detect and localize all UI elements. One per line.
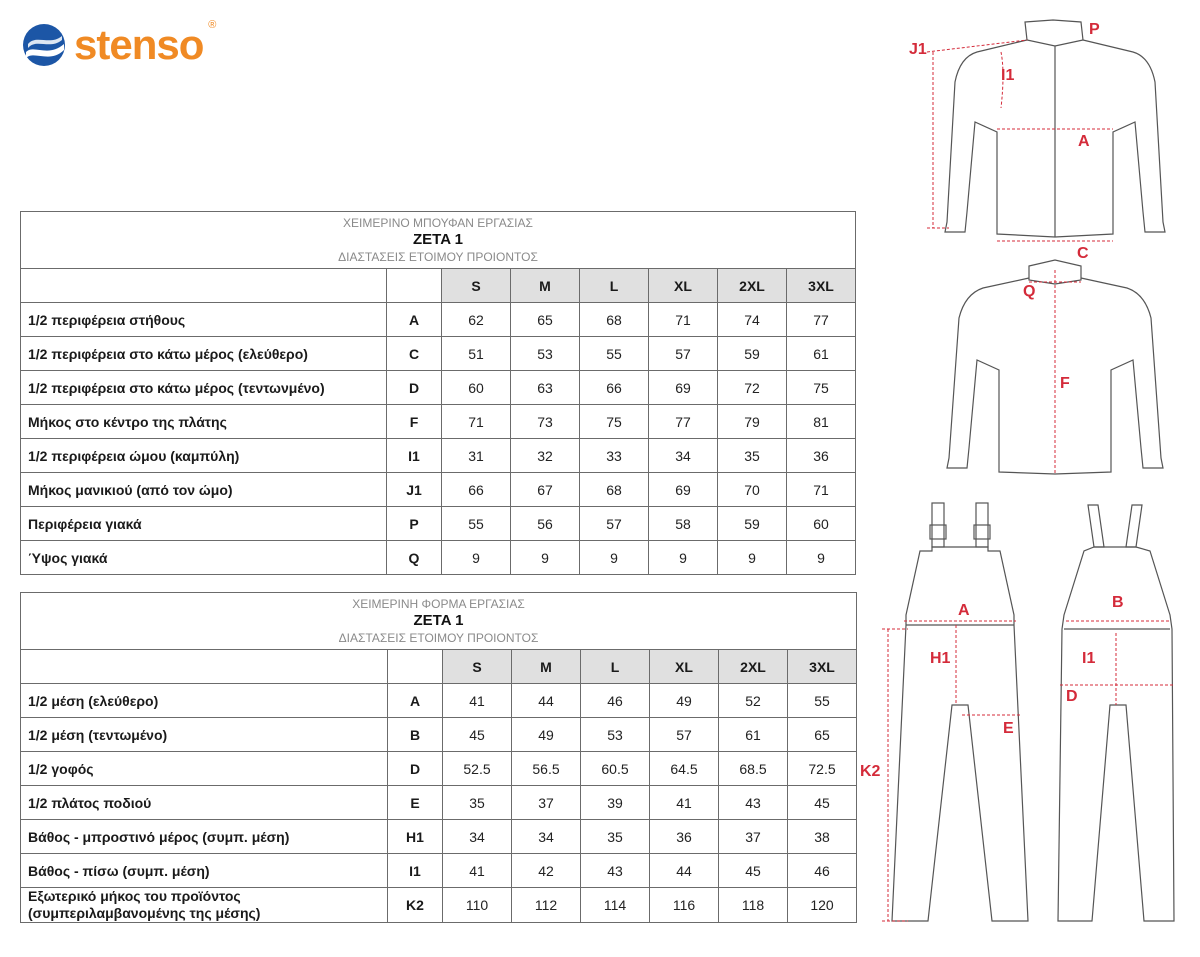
- table-row: [21, 752, 857, 786]
- size-header: M: [511, 269, 580, 303]
- table-row: [21, 888, 857, 923]
- size-header: 3XL: [788, 650, 857, 684]
- size-header: S: [443, 650, 512, 684]
- table-row: [21, 337, 856, 371]
- size-value-cell: 52: [719, 684, 788, 718]
- size-value-cell: 70: [718, 473, 787, 507]
- overall-back-outline: [1058, 505, 1174, 921]
- row-label: 1/2 μέση (τεντωμένο): [21, 718, 388, 752]
- size-value-cell: 74: [718, 303, 787, 337]
- size-header: XL: [649, 269, 718, 303]
- size-value-cell: 77: [649, 405, 718, 439]
- row-code: H1: [388, 820, 443, 854]
- size-value-cell: 110: [443, 888, 512, 923]
- size-value-cell: 81: [787, 405, 856, 439]
- size-value-cell: 57: [650, 718, 719, 752]
- size-value-cell: 56: [511, 507, 580, 541]
- size-value-cell: 59: [718, 337, 787, 371]
- size-value-cell: 120: [788, 888, 857, 923]
- row-code: I1: [388, 854, 443, 888]
- size-value-cell: 9: [580, 541, 649, 575]
- size-value-cell: 72.5: [788, 752, 857, 786]
- label-i1: I1: [1082, 650, 1096, 667]
- jacket-table-title: ZETA 1: [412, 231, 463, 248]
- size-value-cell: 44: [512, 684, 581, 718]
- size-value-cell: 55: [442, 507, 511, 541]
- row-code: D: [388, 752, 443, 786]
- size-value-cell: 49: [650, 684, 719, 718]
- jacket-table-body: [21, 303, 856, 575]
- size-value-cell: 60: [442, 371, 511, 405]
- overall-table-body: [21, 684, 857, 923]
- row-label: 1/2 γοφός: [21, 752, 388, 786]
- overall-table-caption: ΔΙΑΣΤΑΣΕΙΣ ΕΤΟΙΜΟΥ ΠΡΟΙΟΝΤΟΣ: [338, 631, 539, 645]
- size-value-cell: 39: [581, 786, 650, 820]
- row-code: P: [387, 507, 442, 541]
- jacket-front-diagram: [905, 12, 1185, 262]
- size-header: L: [580, 269, 649, 303]
- table-row: [21, 820, 857, 854]
- registered-mark: ®: [208, 19, 216, 31]
- jacket-back-diagram: [905, 252, 1185, 480]
- size-value-cell: 66: [442, 473, 511, 507]
- overall-table-header: [21, 593, 857, 650]
- size-value-cell: 58: [649, 507, 718, 541]
- jacket-table-subtitle: ΧΕΙΜΕΡΙΝΟ ΜΠΟΥΦΑΝ ΕΡΓΑΣΙΑΣ: [343, 216, 533, 230]
- size-value-cell: 57: [580, 507, 649, 541]
- size-value-cell: 71: [787, 473, 856, 507]
- size-value-cell: 35: [443, 786, 512, 820]
- size-value-cell: 37: [719, 820, 788, 854]
- size-value-cell: 52.5: [443, 752, 512, 786]
- size-value-cell: 65: [511, 303, 580, 337]
- label-a: A: [958, 602, 970, 619]
- size-value-cell: 61: [787, 337, 856, 371]
- row-code: C: [387, 337, 442, 371]
- size-value-cell: 38: [788, 820, 857, 854]
- size-value-cell: 43: [719, 786, 788, 820]
- size-value-cell: 72: [718, 371, 787, 405]
- row-code: J1: [387, 473, 442, 507]
- size-value-cell: 114: [581, 888, 650, 923]
- size-value-cell: 56.5: [512, 752, 581, 786]
- size-value-cell: 66: [580, 371, 649, 405]
- label-c: C: [1077, 245, 1089, 262]
- size-value-cell: 64.5: [650, 752, 719, 786]
- row-label: Μήκος στο κέντρο της πλάτης: [21, 405, 387, 439]
- size-value-cell: 69: [649, 371, 718, 405]
- size-value-cell: 55: [580, 337, 649, 371]
- size-value-cell: 34: [649, 439, 718, 473]
- size-value-cell: 46: [788, 854, 857, 888]
- table-row: [21, 371, 856, 405]
- size-value-cell: 45: [788, 786, 857, 820]
- size-value-cell: 57: [649, 337, 718, 371]
- size-value-cell: 9: [787, 541, 856, 575]
- overall-size-table: [20, 592, 857, 923]
- row-label: 1/2 πλάτος ποδιού: [21, 786, 388, 820]
- label-h1: H1: [930, 650, 951, 667]
- label-k2: K2: [860, 763, 881, 780]
- size-value-cell: 34: [443, 820, 512, 854]
- row-code: E: [388, 786, 443, 820]
- size-value-cell: 55: [788, 684, 857, 718]
- table-row: [21, 684, 857, 718]
- row-code: A: [387, 303, 442, 337]
- table-row: [21, 473, 856, 507]
- overall-front-diagram: [860, 495, 1035, 935]
- size-value-cell: 51: [442, 337, 511, 371]
- size-value-cell: 46: [581, 684, 650, 718]
- size-header: XL: [650, 650, 719, 684]
- overall-back-diagram: [1040, 495, 1190, 935]
- size-value-cell: 35: [718, 439, 787, 473]
- empty-header-cell: [21, 269, 387, 303]
- size-value-cell: 31: [442, 439, 511, 473]
- size-value-cell: 75: [580, 405, 649, 439]
- size-value-cell: 77: [787, 303, 856, 337]
- size-value-cell: 68: [580, 473, 649, 507]
- size-value-cell: 79: [718, 405, 787, 439]
- row-label: Ύψος γιακά: [21, 541, 387, 575]
- size-value-cell: 41: [443, 854, 512, 888]
- empty-header-cell: [387, 269, 442, 303]
- size-value-cell: 71: [649, 303, 718, 337]
- empty-header-cell: [21, 650, 388, 684]
- size-value-cell: 67: [511, 473, 580, 507]
- size-value-cell: 118: [719, 888, 788, 923]
- jacket-table-caption: ΔΙΑΣΤΑΣΕΙΣ ΕΤΟΙΜΟΥ ΠΡΟΙΟΝΤΟΣ: [338, 250, 538, 264]
- size-header: M: [512, 650, 581, 684]
- size-value-cell: 42: [512, 854, 581, 888]
- size-value-cell: 53: [581, 718, 650, 752]
- label-a: A: [1078, 133, 1090, 150]
- label-j1: J1: [909, 41, 927, 58]
- size-value-cell: 43: [581, 854, 650, 888]
- size-header: L: [581, 650, 650, 684]
- label-b: B: [1112, 594, 1124, 611]
- table-row: [21, 854, 857, 888]
- size-value-cell: 116: [650, 888, 719, 923]
- size-value-cell: 49: [512, 718, 581, 752]
- label-p: P: [1089, 21, 1100, 38]
- size-value-cell: 73: [511, 405, 580, 439]
- row-code: A: [388, 684, 443, 718]
- size-value-cell: 33: [580, 439, 649, 473]
- label-e: E: [1003, 720, 1014, 737]
- row-label: 1/2 περιφέρεια στο κάτω μέρος (ελεύθερο): [21, 337, 387, 371]
- size-value-cell: 60.5: [581, 752, 650, 786]
- overall-front-dimension-lines: [882, 621, 1020, 921]
- row-label: Βάθος - μπροστινό μέρος (συμπ. μέση): [21, 820, 388, 854]
- size-value-cell: 45: [443, 718, 512, 752]
- jacket-size-table: [20, 211, 856, 575]
- label-q: Q: [1023, 283, 1036, 300]
- row-code: D: [387, 371, 442, 405]
- table-row: [21, 439, 856, 473]
- row-label: Εξωτερικό μήκος του προϊόντος (συμπεριλαμβανομένης της μέσης): [21, 888, 388, 923]
- size-value-cell: 44: [650, 854, 719, 888]
- size-value-cell: 69: [649, 473, 718, 507]
- size-value-cell: 59: [718, 507, 787, 541]
- size-value-cell: 35: [581, 820, 650, 854]
- size-value-cell: 61: [719, 718, 788, 752]
- stenso-mark-icon: [20, 22, 68, 68]
- size-value-cell: 112: [512, 888, 581, 923]
- brand-name: stenso ®: [74, 19, 216, 68]
- size-value-cell: 68: [580, 303, 649, 337]
- row-label: Βάθος - πίσω (συμπ. μέση): [21, 854, 388, 888]
- row-label: 1/2 μέση (ελεύθερο): [21, 684, 388, 718]
- size-value-cell: 37: [512, 786, 581, 820]
- size-value-cell: 53: [511, 337, 580, 371]
- size-header: 2XL: [719, 650, 788, 684]
- row-code: I1: [387, 439, 442, 473]
- size-value-cell: 36: [787, 439, 856, 473]
- table-row: [21, 303, 856, 337]
- label-i1: I1: [1001, 67, 1015, 84]
- size-value-cell: 63: [511, 371, 580, 405]
- table-row: [21, 507, 856, 541]
- size-value-cell: 9: [649, 541, 718, 575]
- size-header: 2XL: [718, 269, 787, 303]
- row-label: 1/2 περιφέρεια στήθους: [21, 303, 387, 337]
- row-code: F: [387, 405, 442, 439]
- size-value-cell: 41: [443, 684, 512, 718]
- size-value-cell: 9: [718, 541, 787, 575]
- size-value-cell: 75: [787, 371, 856, 405]
- row-code: K2: [388, 888, 443, 923]
- brand-logo: [20, 19, 216, 70]
- size-value-cell: 32: [511, 439, 580, 473]
- overall-table-title: ZETA 1: [413, 612, 464, 629]
- row-label: Μήκος μανικιού (από τον ώμο): [21, 473, 387, 507]
- size-value-cell: 62: [442, 303, 511, 337]
- size-value-cell: 9: [511, 541, 580, 575]
- size-value-cell: 41: [650, 786, 719, 820]
- size-value-cell: 9: [442, 541, 511, 575]
- table-row: [21, 405, 856, 439]
- size-value-cell: 34: [512, 820, 581, 854]
- size-header: S: [442, 269, 511, 303]
- row-label: 1/2 περιφέρεια ώμου (καμπύλη): [21, 439, 387, 473]
- overall-size-header-row: [21, 650, 857, 684]
- size-value-cell: 45: [719, 854, 788, 888]
- size-value-cell: 65: [788, 718, 857, 752]
- size-header: 3XL: [787, 269, 856, 303]
- size-value-cell: 60: [787, 507, 856, 541]
- overall-front-outline: [892, 503, 1028, 921]
- label-d: D: [1066, 688, 1078, 705]
- overall-table-subtitle: ΧΕΙΜΕΡΙΝΗ ΦΟΡΜΑ ΕΡΓΑΣΙΑΣ: [352, 597, 525, 611]
- table-row: [21, 541, 856, 575]
- empty-header-cell: [388, 650, 443, 684]
- jacket-size-header-row: [21, 269, 856, 303]
- size-value-cell: 36: [650, 820, 719, 854]
- size-value-cell: 71: [442, 405, 511, 439]
- jacket-table-header: [21, 212, 856, 269]
- table-row: [21, 786, 857, 820]
- row-label: 1/2 περιφέρεια στο κάτω μέρος (τεντωνμένο): [21, 371, 387, 405]
- row-label: Περιφέρεια γιακά: [21, 507, 387, 541]
- row-code: B: [388, 718, 443, 752]
- size-value-cell: 68.5: [719, 752, 788, 786]
- table-row: [21, 718, 857, 752]
- jacket-back-dimension-lines: [1029, 270, 1081, 474]
- label-f: F: [1060, 375, 1070, 392]
- row-code: Q: [387, 541, 442, 575]
